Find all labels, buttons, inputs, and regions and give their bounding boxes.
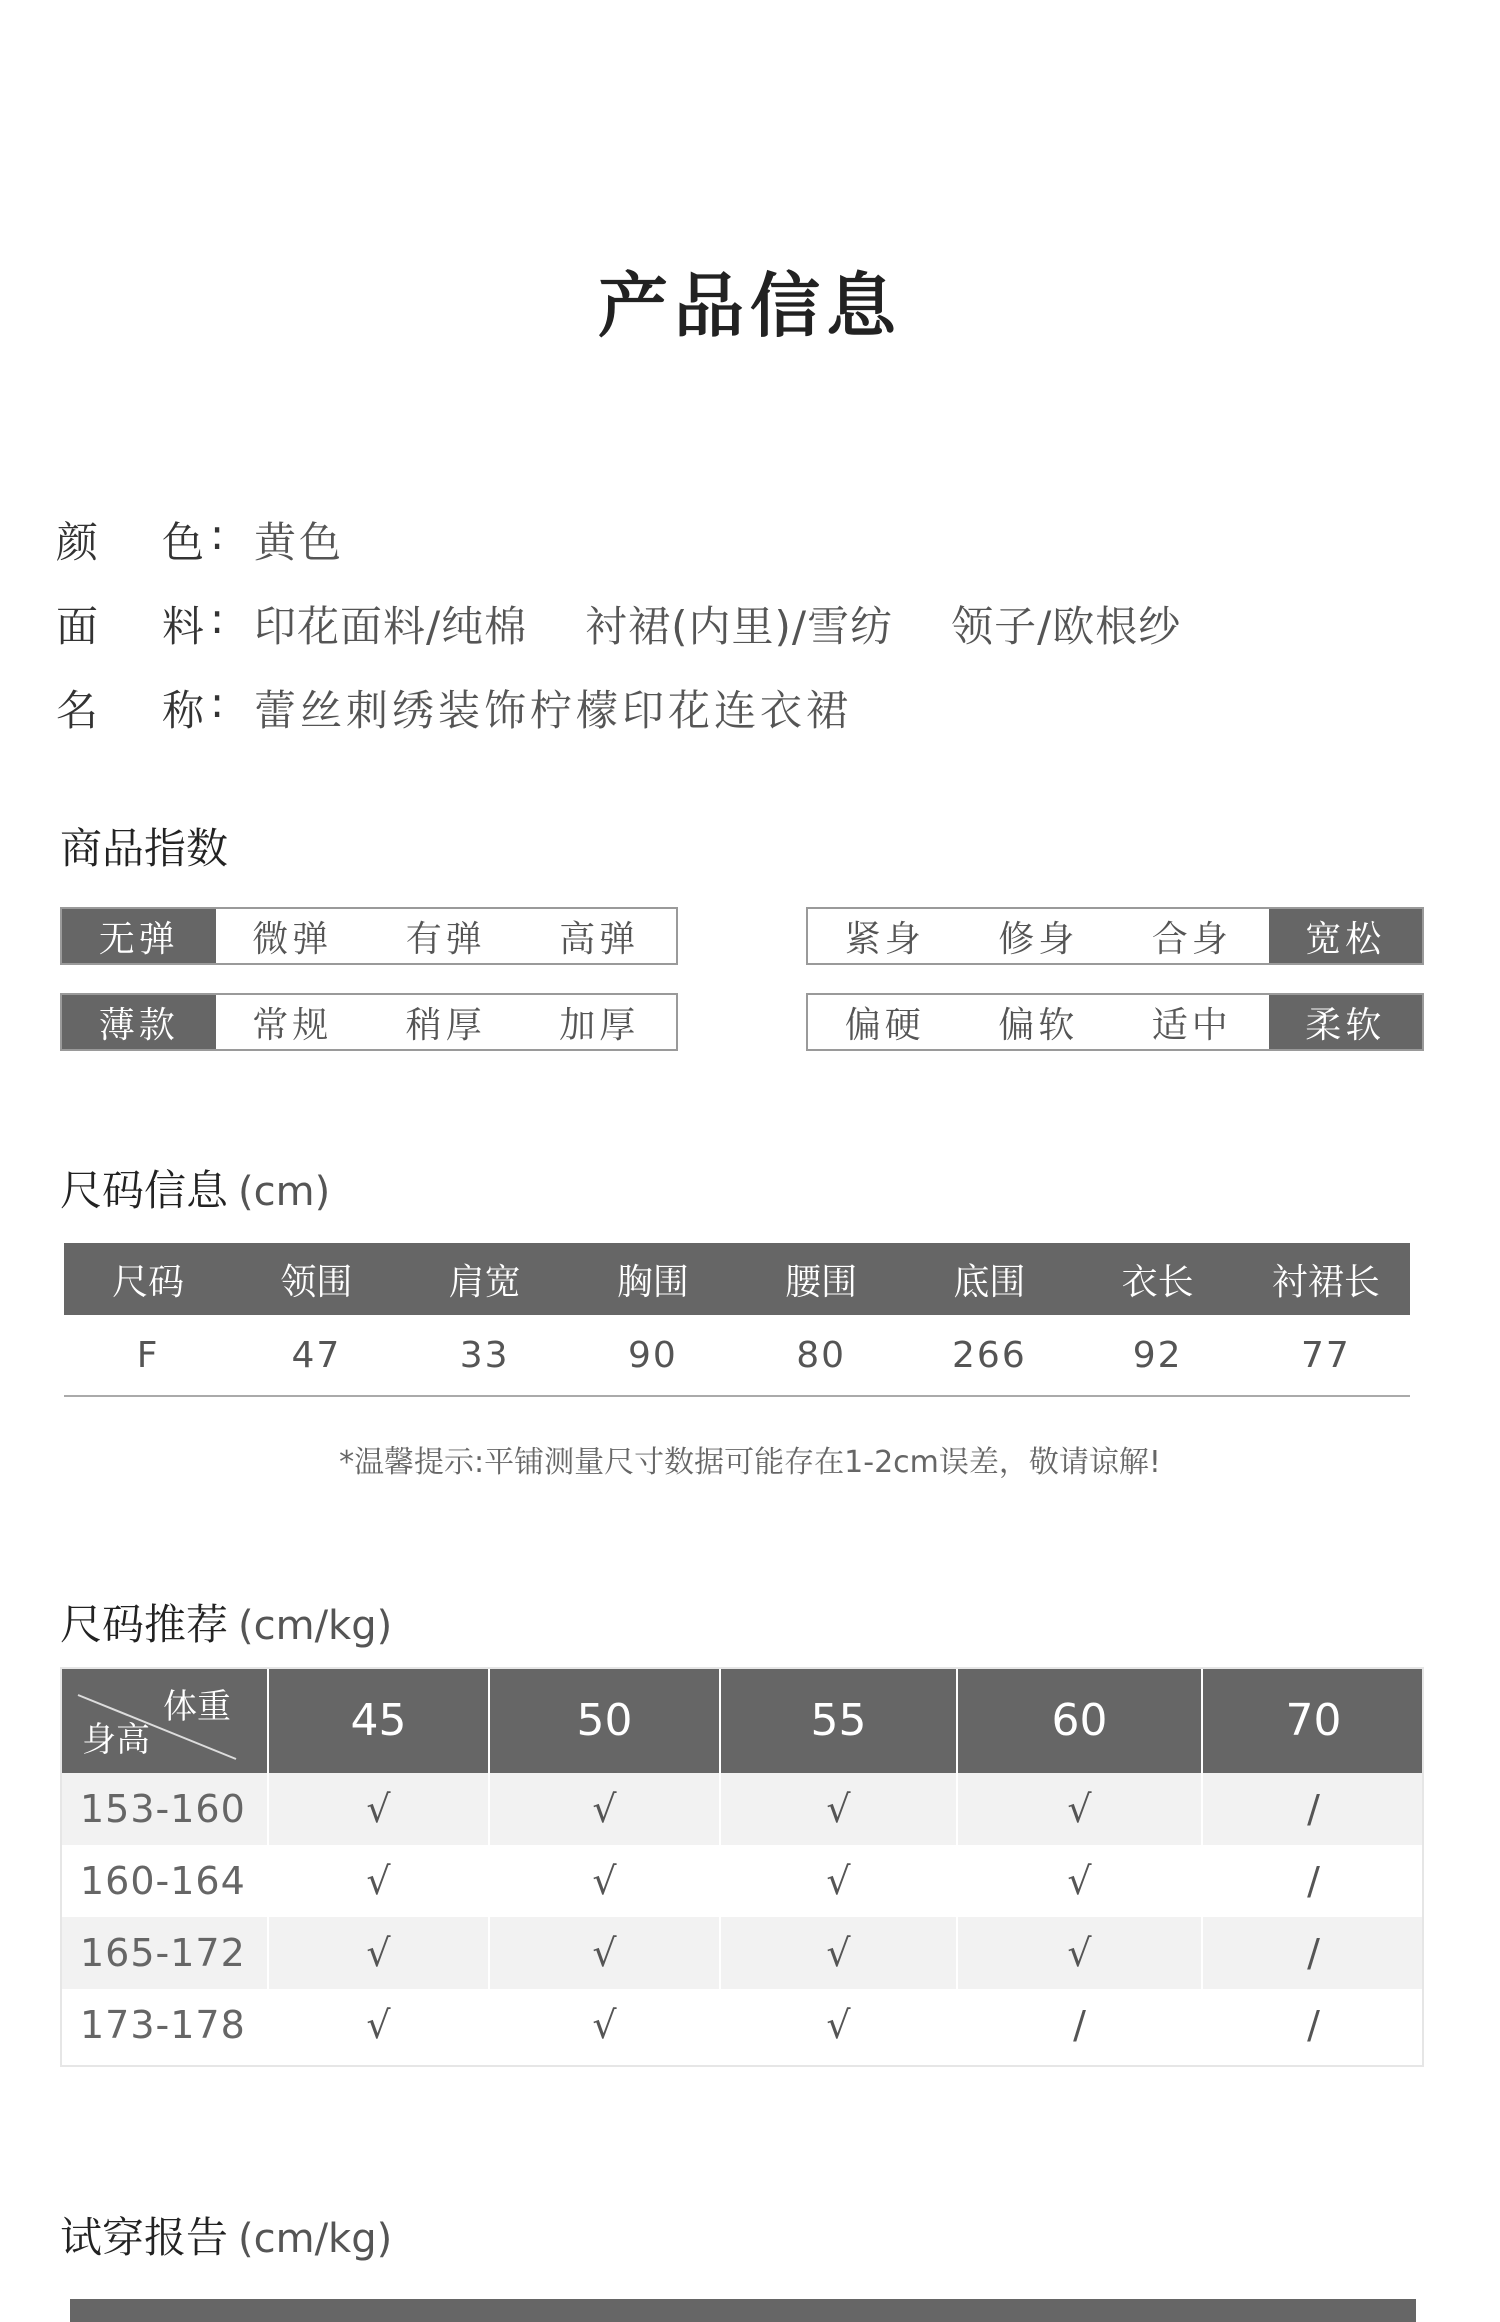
recommend-header	[60, 1667, 1424, 1773]
fit-mark: /	[1202, 1845, 1424, 1917]
height-range: 173-178	[80, 2003, 246, 2047]
section-title-text: 尺码推荐	[60, 1600, 229, 1649]
fit-mark: √	[957, 1773, 1202, 1845]
weight-header: 60	[957, 1667, 1202, 1773]
fit-mark: √	[489, 1773, 720, 1845]
fit-mark: √	[268, 1989, 489, 2061]
index-option: 有弹	[405, 918, 486, 960]
fit-mark: √	[720, 1845, 957, 1917]
size-table	[64, 1243, 1410, 1397]
size-cell: 266	[952, 1334, 1027, 1376]
table-row	[60, 1917, 1424, 1989]
info-value-name: 蕾丝刺绣装饰柠檬印花连衣裙	[254, 686, 853, 735]
height-range: 160-164	[80, 1859, 246, 1903]
fit-mark: /	[1202, 1917, 1424, 1989]
corner-height-label: 身高	[82, 1720, 150, 1760]
info-colon: :	[210, 678, 225, 727]
size-cell: F	[136, 1334, 160, 1376]
table-row	[60, 1773, 1424, 1845]
weight-header: 50	[489, 1667, 720, 1773]
index-bar-thickness	[60, 993, 678, 1051]
fit-mark: √	[957, 1845, 1202, 1917]
page-title: 产品信息	[598, 265, 902, 347]
fit-mark: √	[489, 1845, 720, 1917]
size-cell: 47	[291, 1334, 342, 1376]
weight-header: 45	[268, 1667, 489, 1773]
table-row	[60, 1989, 1424, 2061]
info-key-char: 面	[56, 602, 99, 651]
size-header-cell: 底围	[953, 1261, 1026, 1303]
size-header-cell: 领围	[280, 1261, 353, 1303]
section-title-size	[60, 1158, 330, 1218]
index-option: 偏软	[998, 1004, 1079, 1046]
size-header-cell: 衬裙长	[1271, 1261, 1380, 1303]
tryon-table-header	[70, 2299, 1416, 2322]
index-option: 合身	[1151, 918, 1232, 960]
corner-weight-label: 体重	[163, 1687, 231, 1727]
fit-mark: √	[268, 1917, 489, 1989]
size-header-cell: 衣长	[1121, 1261, 1194, 1303]
index-option: 常规	[252, 1004, 333, 1046]
fabric-part: 领子/欧根纱	[951, 602, 1182, 651]
index-bar-fit	[806, 907, 1424, 965]
height-range: 165-172	[60, 1917, 268, 1989]
fit-mark: √	[489, 1917, 720, 1989]
index-option: 适中	[1151, 1004, 1232, 1046]
table-row	[60, 1845, 1424, 1917]
size-header-cell: 腰围	[785, 1261, 858, 1303]
fabric-part: 印花面料/纯棉	[254, 602, 528, 651]
size-header-cell: 肩宽	[448, 1261, 521, 1303]
fit-mark: √	[720, 1917, 957, 1989]
fit-mark: √	[268, 1773, 489, 1845]
corner-cell	[60, 1667, 268, 1773]
info-key-char: 名	[56, 686, 99, 735]
weight-header: 55	[720, 1667, 957, 1773]
section-unit: (cm)	[238, 1169, 331, 1215]
measurement-note: *温馨提示:平铺测量尺寸数据可能存在1-2cm误差，敬请谅解!	[339, 1445, 1161, 1480]
weight-header: 70	[1202, 1667, 1424, 1773]
size-header-cell: 胸围	[616, 1261, 689, 1303]
fit-mark: /	[1202, 1773, 1424, 1845]
index-option: 宽松	[1269, 909, 1423, 963]
index-option: 稍厚	[405, 1004, 486, 1046]
section-title-text: 尺码信息	[60, 1166, 229, 1215]
info-colon: :	[210, 594, 225, 643]
index-bar-elasticity	[60, 907, 678, 965]
fit-mark: √	[720, 1989, 957, 2061]
size-table-header	[64, 1243, 1410, 1315]
section-unit: (cm/kg)	[238, 2216, 393, 2262]
info-colon: :	[210, 510, 225, 559]
size-cell: 90	[627, 1334, 678, 1376]
section-title-text: 试穿报告	[60, 2213, 229, 2262]
fit-mark: √	[720, 1773, 957, 1845]
fit-mark: /	[957, 1989, 1202, 2061]
size-cell: 80	[796, 1334, 847, 1376]
section-title-recommend	[60, 1592, 392, 1652]
index-option: 薄款	[62, 995, 216, 1049]
info-key-char: 料	[162, 602, 205, 651]
index-option: 高弹	[559, 918, 640, 960]
index-bar-softness	[806, 993, 1424, 1051]
fit-mark: /	[1202, 1989, 1424, 2061]
index-option: 微弹	[252, 918, 333, 960]
size-cell: 92	[1132, 1334, 1183, 1376]
info-key-char: 颜	[56, 518, 99, 567]
index-option: 柔软	[1269, 995, 1423, 1049]
height-range: 153-160	[60, 1773, 268, 1845]
fit-mark: √	[957, 1917, 1202, 1989]
info-value-fabric	[254, 594, 1239, 654]
index-option: 偏硬	[844, 1004, 925, 1046]
section-unit: (cm/kg)	[238, 1603, 393, 1649]
recommend-table	[60, 1667, 1424, 2061]
size-header-cell: 尺码	[112, 1261, 185, 1303]
size-cell: 77	[1300, 1334, 1351, 1376]
fit-mark: √	[268, 1845, 489, 1917]
info-value-color: 黄色	[254, 518, 345, 567]
fit-mark: √	[489, 1989, 720, 2061]
table-row	[64, 1315, 1410, 1397]
index-option: 修身	[998, 918, 1079, 960]
info-key-char: 称	[162, 686, 205, 735]
index-option: 加厚	[559, 1004, 640, 1046]
section-title-tryon	[60, 2205, 392, 2265]
size-cell: 33	[459, 1334, 510, 1376]
fabric-part: 衬裙(内里)/雪纺	[585, 602, 894, 651]
index-option: 无弹	[62, 909, 216, 963]
section-title-index: 商品指数	[60, 824, 229, 873]
info-key-char: 色	[162, 518, 205, 567]
index-option: 紧身	[844, 918, 925, 960]
